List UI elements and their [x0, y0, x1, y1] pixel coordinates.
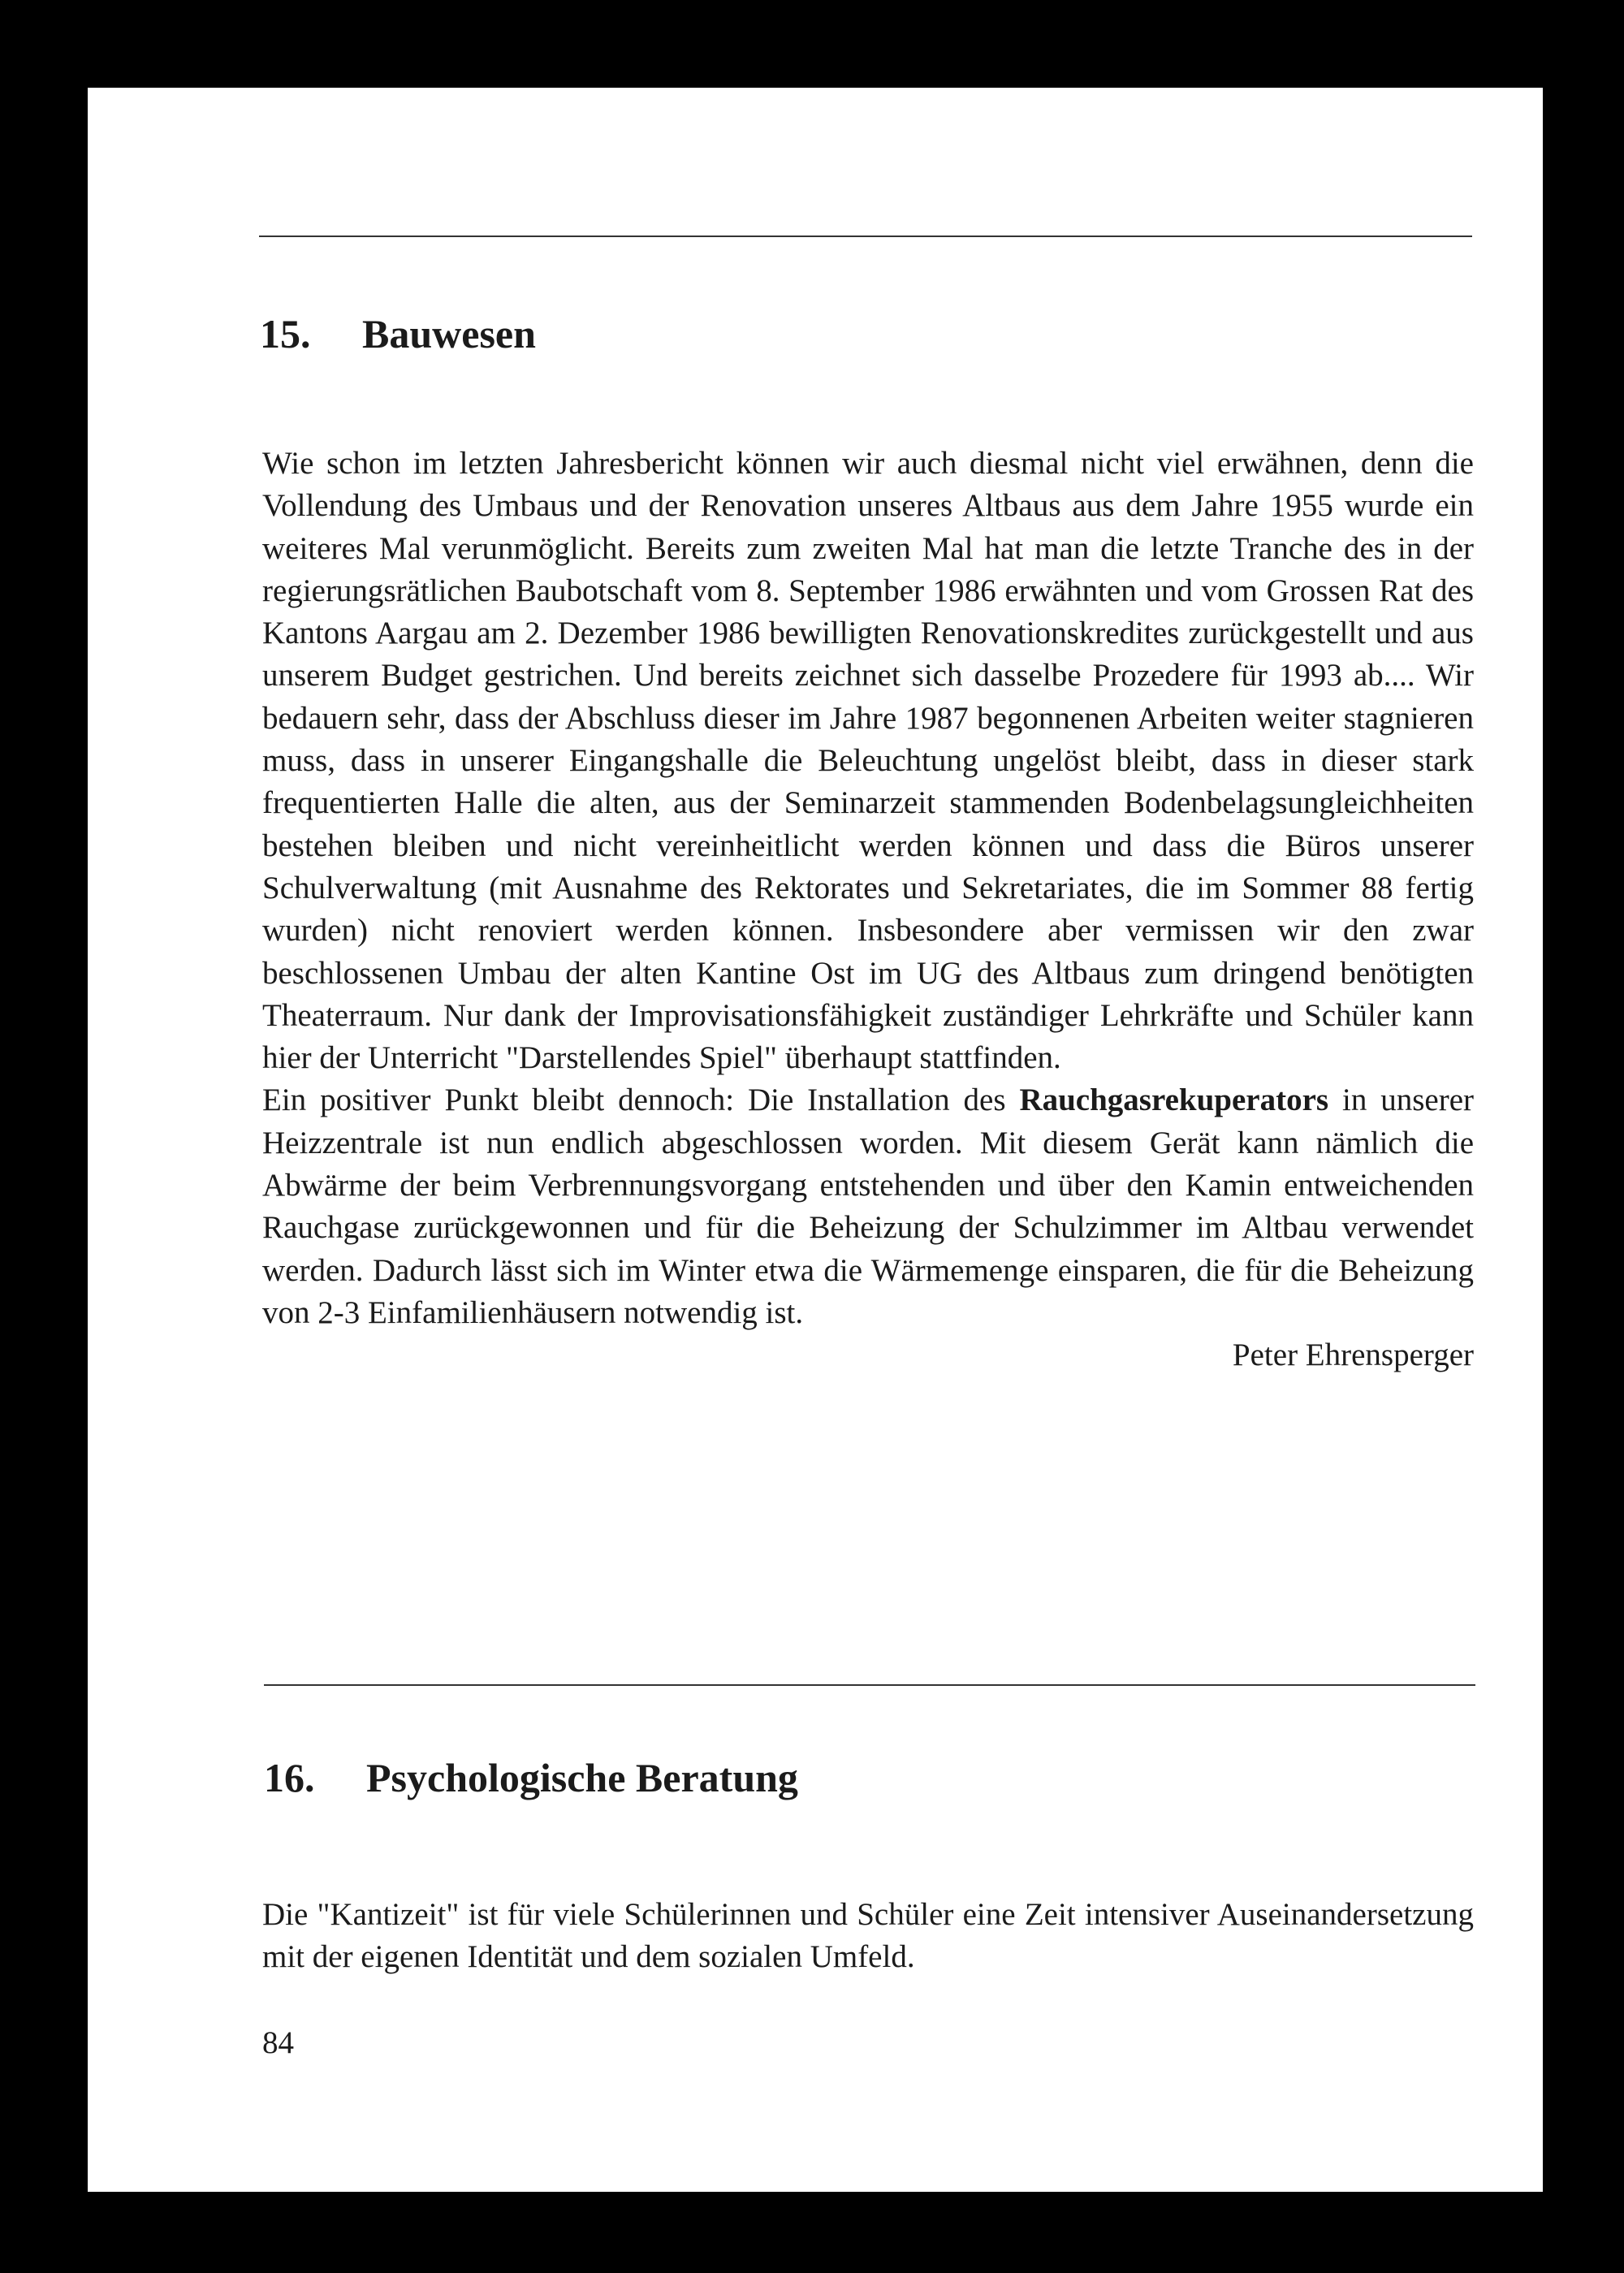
section-number: 15.: [260, 311, 311, 357]
body-paragraph: Die "Kantizeit" ist für viele Schülerinnen und Schüler eine Zeit intensiver Auseinandersetzung mit der eigenen Identität und dem sozialen Umfeld.: [262, 1897, 1474, 1975]
section-body-psychologische-beratung: [262, 1894, 1474, 1979]
page-number: 84: [262, 2025, 294, 2060]
section-divider-middle: [264, 1684, 1475, 1686]
section-title: Bauwesen: [362, 311, 536, 357]
author-signature: Peter Ehrensperger: [1232, 1337, 1474, 1373]
section-divider-top: [259, 236, 1472, 237]
document-page: [88, 88, 1543, 2192]
section-heading-psychologische-beratung: [264, 1757, 798, 1798]
section-heading-bauwesen: [260, 311, 536, 357]
body-paragraph: Wie schon im letzten Jahresbericht können wir auch diesmal nicht viel erwähnen, denn die Vollendung des Umbaus und der Renovation unseres Altbaus aus dem Jahre 1955 wurde ein weiteres Mal verunmöglicht. Bereits zum zweiten Mal hat man die letzte Tranche des in der regierungsrätlichen Baubotschaft vom 8. September 1986 erwähnten und vom Grossen Rat des Kantons Aargau am 2. Dezember 1986 bewilligten Renovationskredites zurückgestellt und aus unserem Budget gestrichen. Und bereits zeichnet sich dasselbe Prozedere für 1993 ab.... Wir bedauern sehr, dass der Abschluss dieser im Jahre 1987 begonnenen Arbeiten weiter stagnieren muss, dass in unserer Eingangshalle die Beleuchtung ungelöst bleibt, dass in dieser stark frequentierten Halle die alten, aus der Seminarzeit stammenden Bodenbelagsungleichheiten bestehen bleiben und nicht vereinheitlicht werden können und dass die Büros unserer Schulverwaltung (mit Ausnahme des Rektorates und Sekretariates, die im Sommer 88 fertig wurden) nicht renoviert werden können. Insbesondere aber vermissen wir den zwar beschlossenen Umbau der alten Kantine Ost im UG des Altbaus zum dringend benötigten Theaterraum. Nur dank der Improvisationsfähigkeit zuständiger Lehrkräfte und Schüler kann hier der Unterricht "Darstellendes Spiel" überhaupt stattfinden.: [262, 446, 1474, 1076]
body-paragraph: Ein positiver Punkt bleibt dennoch: Die Installation des Rauchgasrekuperators in unserer Heizzentrale ist nun endlich abgeschlossen worden. Mit diesem Gerät kann nämlich die Abwärme der beim Verbrennungsvorgang entstehenden und über den Kamin entweichenden Rauchgase zurückgewonnen und für die Beheizung der Schulzimmer im Altbau verwendet werden. Dadurch lässt sich im Winter etwa die Wärmemenge einsparen, die für die Beheizung von 2-3 Einfamilienhäusern notwendig ist.: [262, 1082, 1474, 1330]
section-title: Psychologische Beratung: [366, 1755, 798, 1800]
emphasis-term: Rauchgasrekuperators: [1019, 1082, 1329, 1118]
section-number: 16.: [264, 1755, 315, 1800]
section-body-bauwesen: [262, 443, 1474, 1377]
